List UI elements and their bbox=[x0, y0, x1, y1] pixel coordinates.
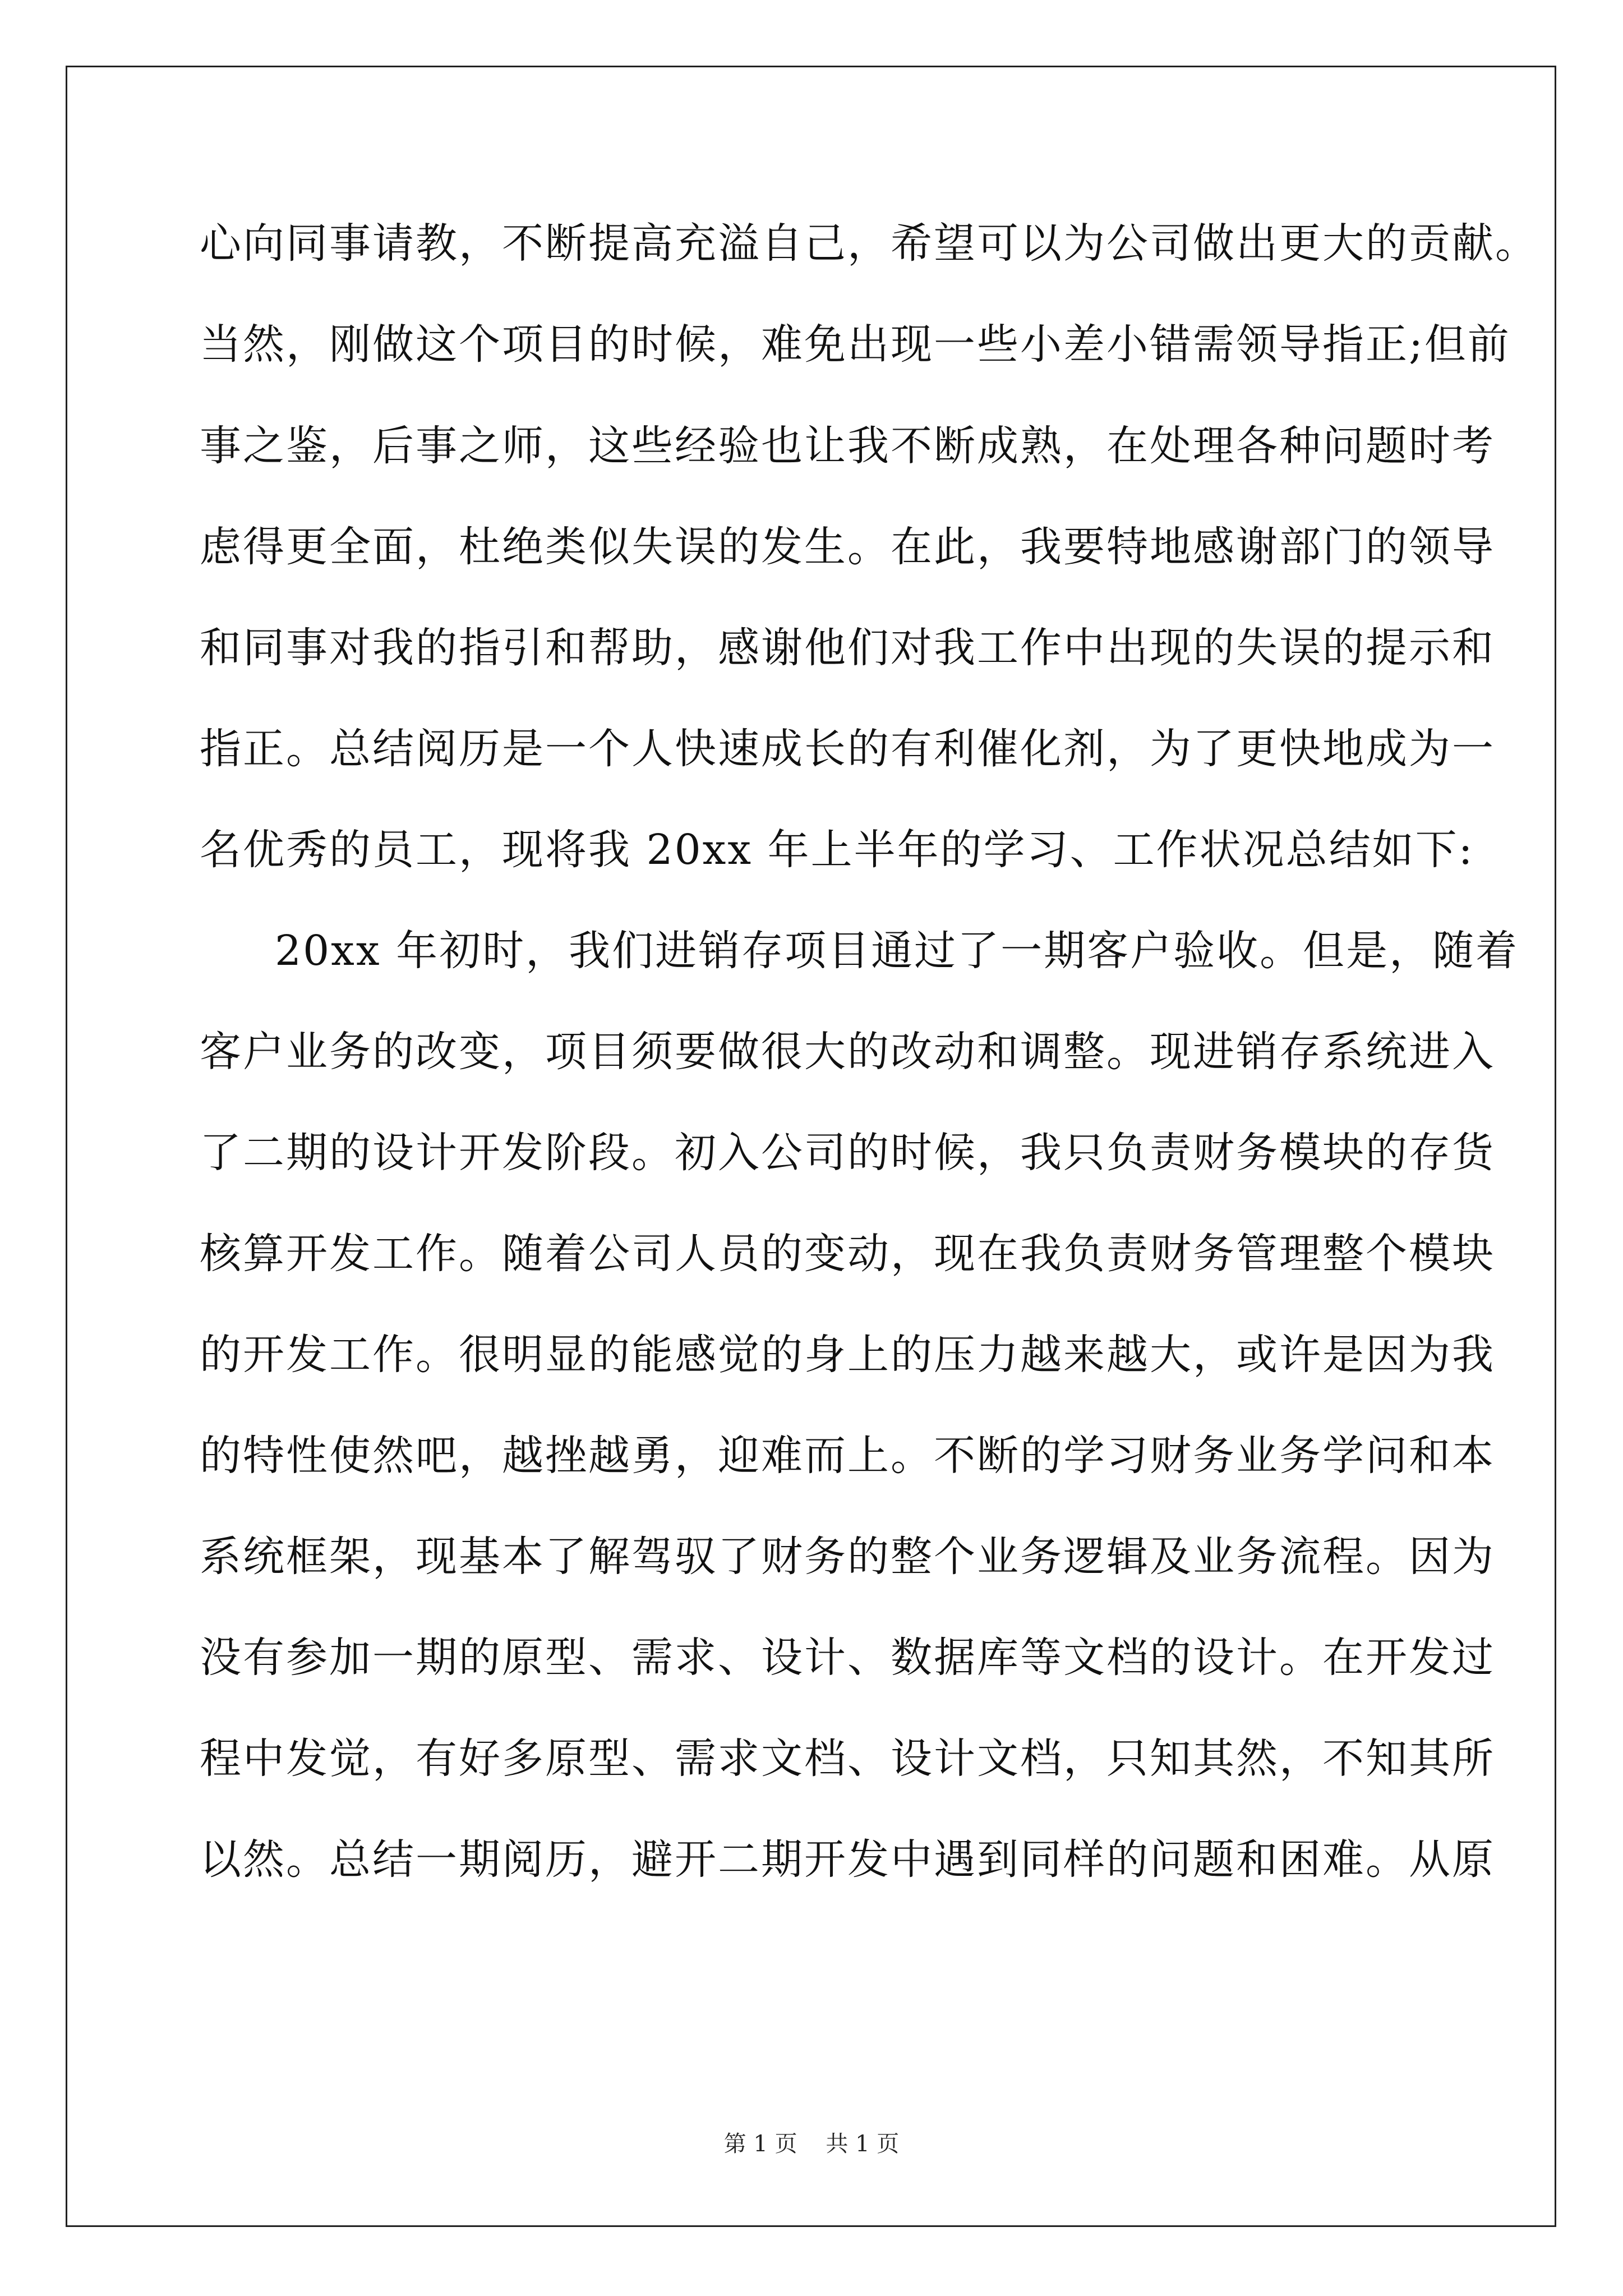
paragraph-line: 名优秀的员工，现将我 20xx 年上半年的学习、工作状况总结如下: bbox=[200, 826, 1474, 874]
paragraph-line: 了二期的设计开发阶段。初入公司的时候，我只负责财务模块的存货 bbox=[200, 1129, 1495, 1177]
paragraph-line: 核算开发工作。随着公司人员的变动，现在我负责财务管理整个模块 bbox=[200, 1230, 1495, 1278]
paragraph-line: 心向同事请教，不断提高充溢自己，希望可以为公司做出更大的贡献。 bbox=[200, 219, 1538, 268]
paragraph-line: 指正。总结阅历是一个人快速成长的有利催化剂，为了更快地成为一 bbox=[200, 725, 1495, 773]
paragraph-line: 事之鉴，后事之师，这些经验也让我不断成熟，在处理各种问题时考 bbox=[200, 422, 1495, 470]
paragraph-line: 程中发觉，有好多原型、需求文档、设计文档，只知其然，不知其所 bbox=[200, 1734, 1495, 1783]
paragraph-line: 的特性使然吧，越挫越勇，迎难而上。不断的学习财务业务学问和本 bbox=[200, 1432, 1495, 1480]
paragraph-line: 以然。总结一期阅历，避开二期开发中遇到同样的问题和困难。从原 bbox=[200, 1835, 1495, 1884]
paragraph-line: 系统框架，现基本了解驾驭了财务的整个业务逻辑及业务流程。因为 bbox=[200, 1533, 1495, 1581]
paragraph-line: 客户业务的改变，项目须要做很大的改动和调整。现进销存系统进入 bbox=[200, 1028, 1495, 1076]
paragraph-line: 虑得更全面，杜绝类似失误的发生。在此，我要特地感谢部门的领导 bbox=[200, 523, 1495, 571]
paragraph-line: 和同事对我的指引和帮助，感谢他们对我工作中出现的失误的提示和 bbox=[200, 624, 1495, 672]
paragraph-line: 20xx 年初时，我们进销存项目通过了一期客户验收。但是，随着 bbox=[275, 927, 1519, 975]
paragraph-line: 没有参加一期的原型、需求、设计、数据库等文档的设计。在开发过 bbox=[200, 1634, 1495, 1682]
paragraph-line: 的开发工作。很明显的能感觉的身上的压力越来越大，或许是因为我 bbox=[200, 1331, 1495, 1379]
paragraph-line: 当然，刚做这个项目的时候，难免出现一些小差小错需领导指正;但前 bbox=[200, 320, 1511, 369]
page-number-footer: 第 1 页 共 1 页 bbox=[723, 2131, 900, 2157]
